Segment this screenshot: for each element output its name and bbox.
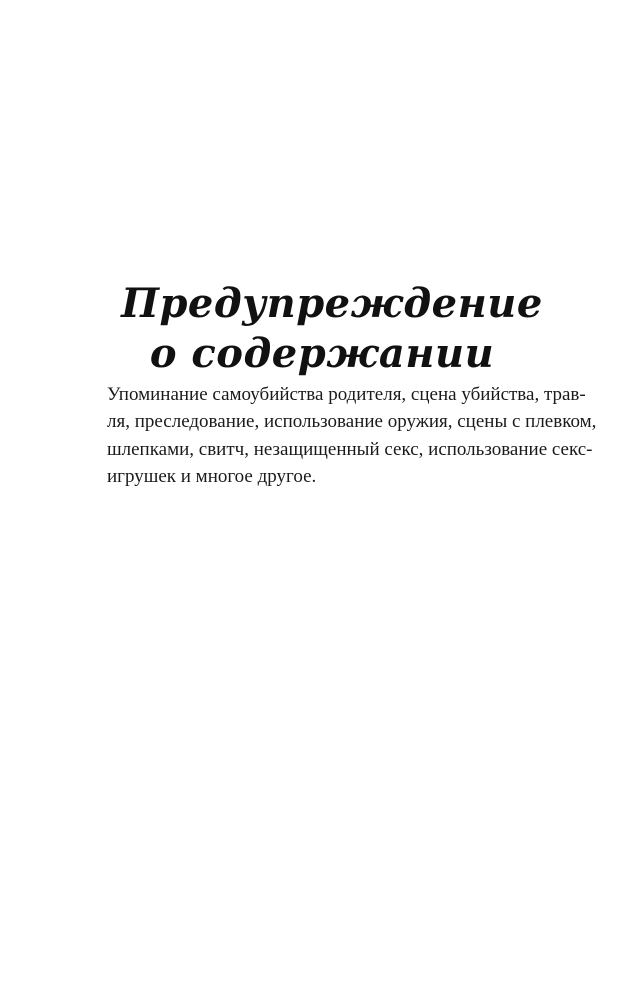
page-title (0, 279, 644, 379)
content-warning-paragraph (107, 381, 597, 490)
paragraph-line: Упоминание самоубийства родителя, сцена убийства, трав- (107, 384, 586, 405)
paragraph-line: шлепками, свитч, незащищенный секс, использование секс- (107, 438, 593, 460)
page-title-line-2: о содержании (149, 329, 495, 377)
paragraph-line: ля, преследование, использование оружия, сцены с плевком, (107, 411, 597, 433)
paragraph-line: игрушек и многое другое. (107, 465, 317, 487)
page-title-line-1: Предупреждение (121, 279, 543, 327)
